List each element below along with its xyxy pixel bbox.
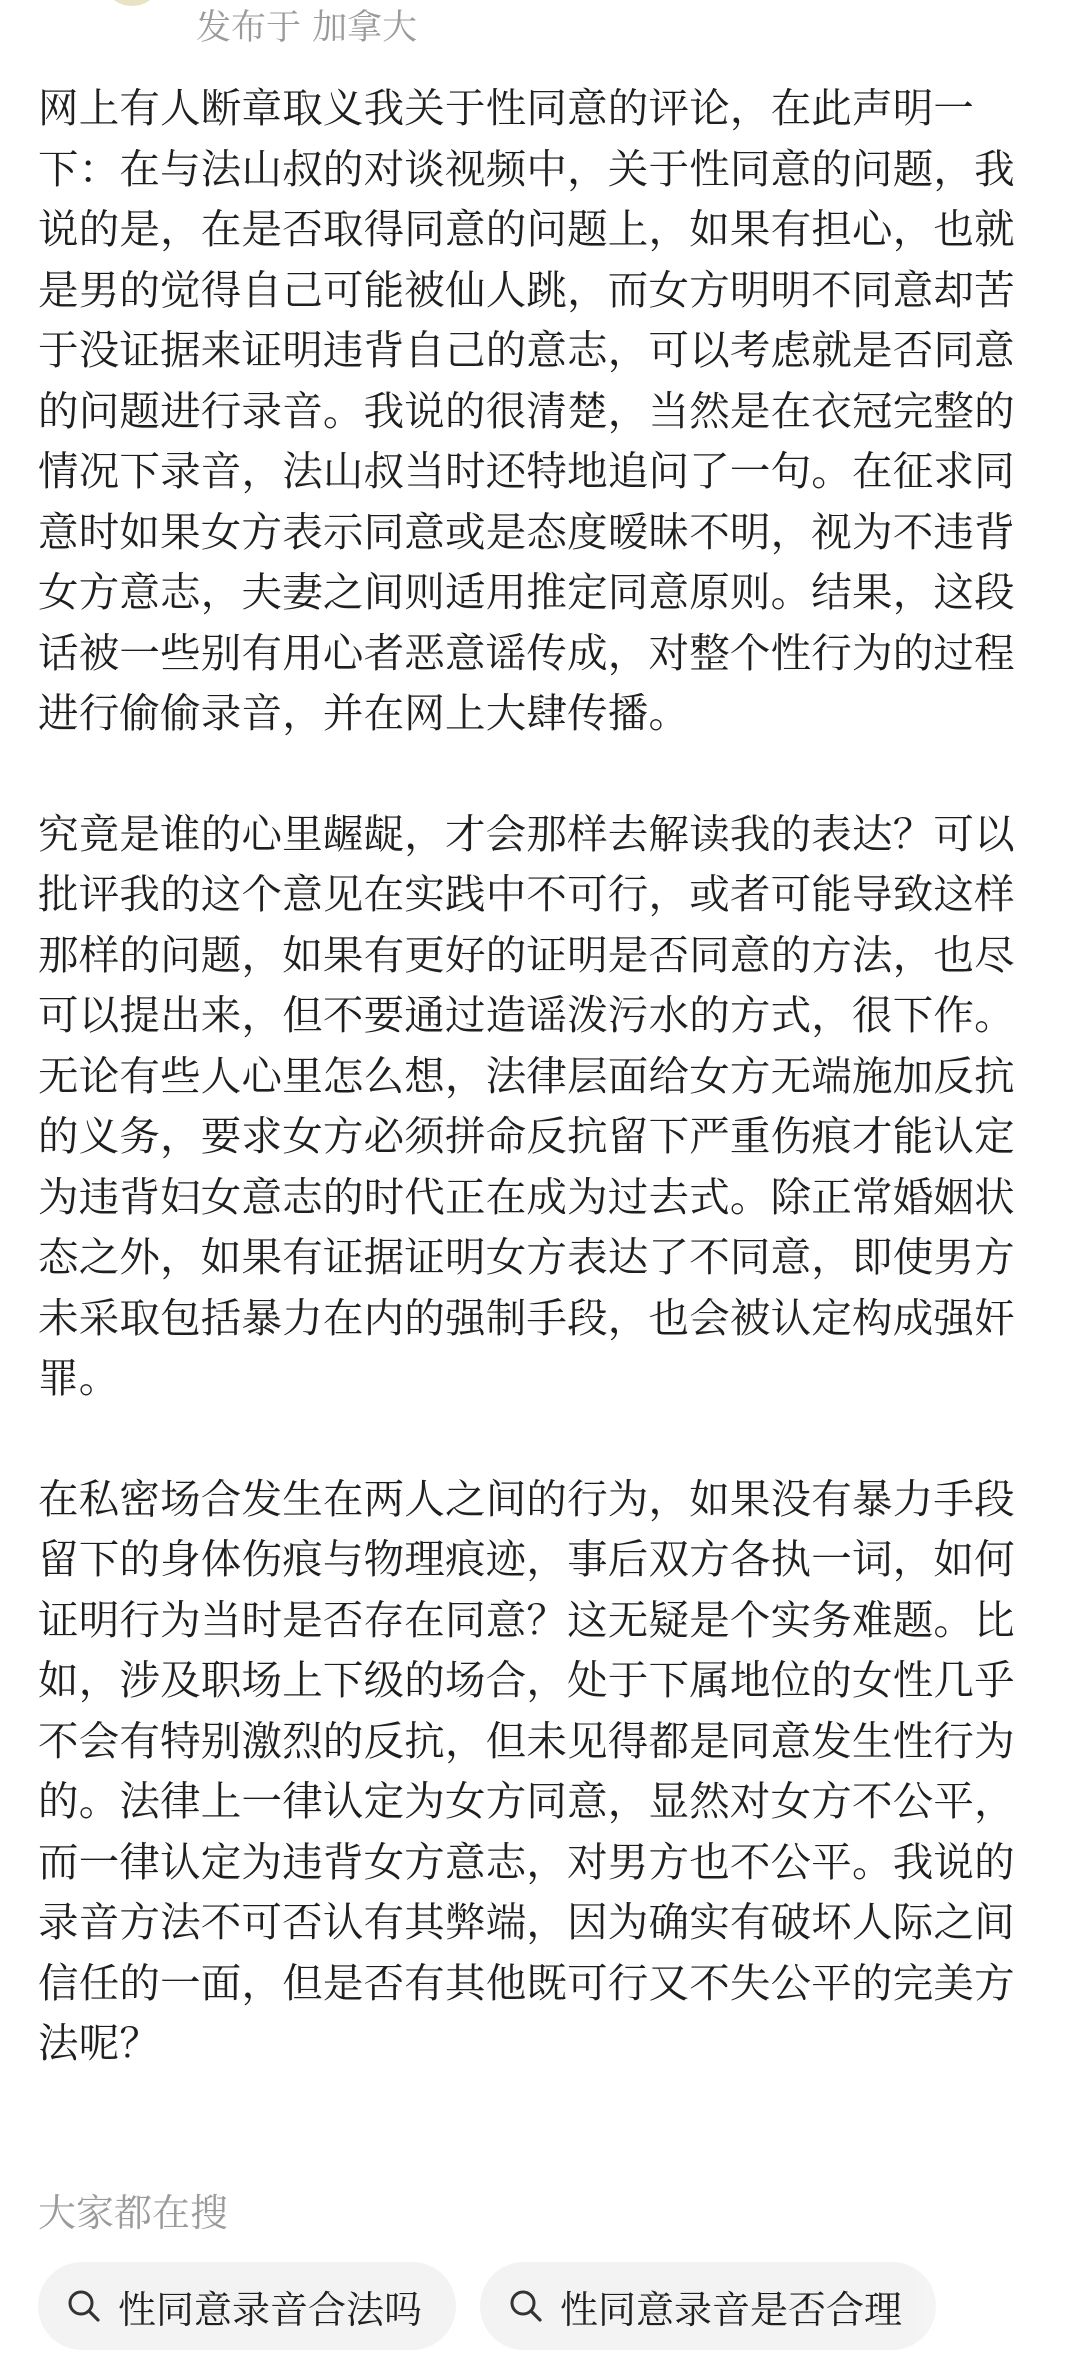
avatar[interactable] <box>108 0 156 6</box>
post-paragraph: 究竟是谁的心里龌龊，才会那样去解读我的表达？可以批评我的这个意见在实践中不可行，或者可能导致这样那样的问题，如果有更好的证明是否同意的方法，也尽可以提出来，但不要通过造谣泼污水的方式，很下作。无论有些人心里怎么想，法律层面给女方无端施加反抗的义务，要求女方必须拼命反抗留下严重伤痕才能认定为违背妇女意志的时代正在成为过去式。除正常婚姻状态之外，如果有证据证明女方表达了不同意，即使男方未采取包括暴力在内的强制手段，也会被认定构成强奸罪。 <box>38 809 1015 1402</box>
trending-search-header: 大家都在搜 <box>38 2191 229 2235</box>
edge-fade <box>910 2262 1080 2360</box>
post-paragraph: 网上有人断章取义我关于性同意的评论，在此声明一下：在与法山叔的对谈视频中，关于性同意的问题，我说的是，在是否取得同意的问题上，如果有担心，也就是男的觉得自己可能被仙人跳，而女方明明不同意却苦于没证据来证明违背自己的意志，可以考虑就是否同意的问题进行录音。我说的很清楚，当然是在衣冠完整的情况下录音，法山叔当时还特地追问了一句。在征求同意时如果女方表示同意或是态度暧昧不明，视为不违背女方意志，夫妻之间则适用推定同意原则。结果，这段话被一些别有用心者恶意谣传成，对整个性行为的过程进行偷偷录音，并在网上大肆传播。 <box>38 84 1015 737</box>
search-chip-2[interactable] <box>480 2262 936 2350</box>
search-chip-1[interactable] <box>38 2262 456 2350</box>
search-chip-label: 性同意录音是否合理 <box>560 2287 903 2332</box>
search-chip-label: 性同意录音合法吗 <box>118 2287 423 2332</box>
trending-search-chips <box>38 2262 936 2350</box>
post-location: 发布于 加拿大 <box>196 8 418 48</box>
post-content <box>38 78 1044 2134</box>
search-icon <box>506 2286 546 2326</box>
search-icon <box>64 2286 104 2326</box>
post-paragraph: 在私密场合发生在两人之间的行为，如果没有暴力手段留下的身体伤痕与物理痕迹，事后双方各执一词，如何证明行为当时是否存在同意？这无疑是个实务难题。比如，涉及职场上下级的场合，处于下属地位的女性几乎不会有特别激烈的反抗，但未见得都是同意发生性行为的。法律上一律认定为女方同意，显然对女方不公平，而一律认定为违背女方意志，对男方也不公平。我说的录音方法不可否认有其弊端，因为确实有破坏人际之间信任的一面，但是否有其他既可行又不失公平的完美方法呢？ <box>38 1474 1015 2067</box>
